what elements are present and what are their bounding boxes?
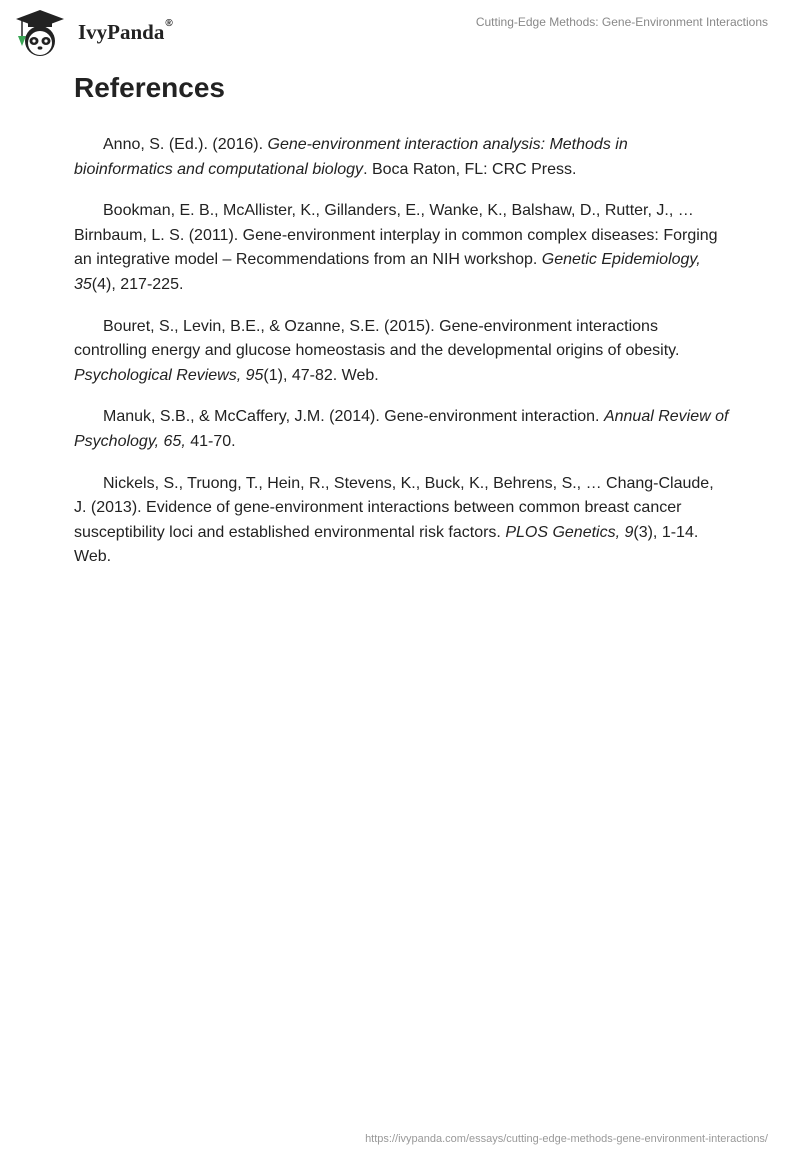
panda-graduate-icon <box>14 8 66 60</box>
reference-item: Bookman, E. B., McAllister, K., Gillanders, E., Wanke, K., Balshaw, D., Rutter, J., … Birnbaum, L. S. (2011). Gene-environment interplay in common complex diseases: Forging an integrative model – Recommendations from an NIH workshop. Genetic Epidemiology, 35(4), 217-225. <box>74 202 718 293</box>
reference-item: Bouret, S., Levin, B.E., & Ozanne, S.E. (2015). Gene-environment interactions controlling energy and glucose homeostasis and the developmental origins of obesity. Psychological Reviews, 95(1), 47-82. Web. <box>74 317 680 384</box>
reference-item: Manuk, S.B., & McCaffery, J.M. (2014). Gene-environment interaction. Annual Review of Psychology, 65, 41-70. <box>74 408 729 450</box>
reference-item: Anno, S. (Ed.). (2016). Gene-environment interaction analysis: Methods in bioinformatics and computational biology. Boca Raton, FL: CRC Press. <box>74 136 628 178</box>
reference-item: Nickels, S., Truong, T., Hein, R., Stevens, K., Buck, K., Behrens, S., … Chang-Claude, J. (2013). Evidence of gene-environment interactions between common breast cancer susceptibility loci and established environmental risk factors. PLOS Genetics, 9(3), 1-14. Web. <box>74 474 714 566</box>
registered-mark: ® <box>165 18 173 29</box>
source-url-link[interactable]: https://ivypanda.com/essays/cutting-edge-methods-gene-environment-interactions/ <box>365 1133 768 1145</box>
page-header <box>0 0 800 64</box>
brand-name: IvyPanda® <box>78 18 173 44</box>
document-title: Cutting-Edge Methods: Gene-Environment Interactions <box>475 15 768 29</box>
ivypanda-logo[interactable] <box>14 8 194 60</box>
references-list <box>74 133 729 587</box>
references-heading: References <box>74 72 225 103</box>
